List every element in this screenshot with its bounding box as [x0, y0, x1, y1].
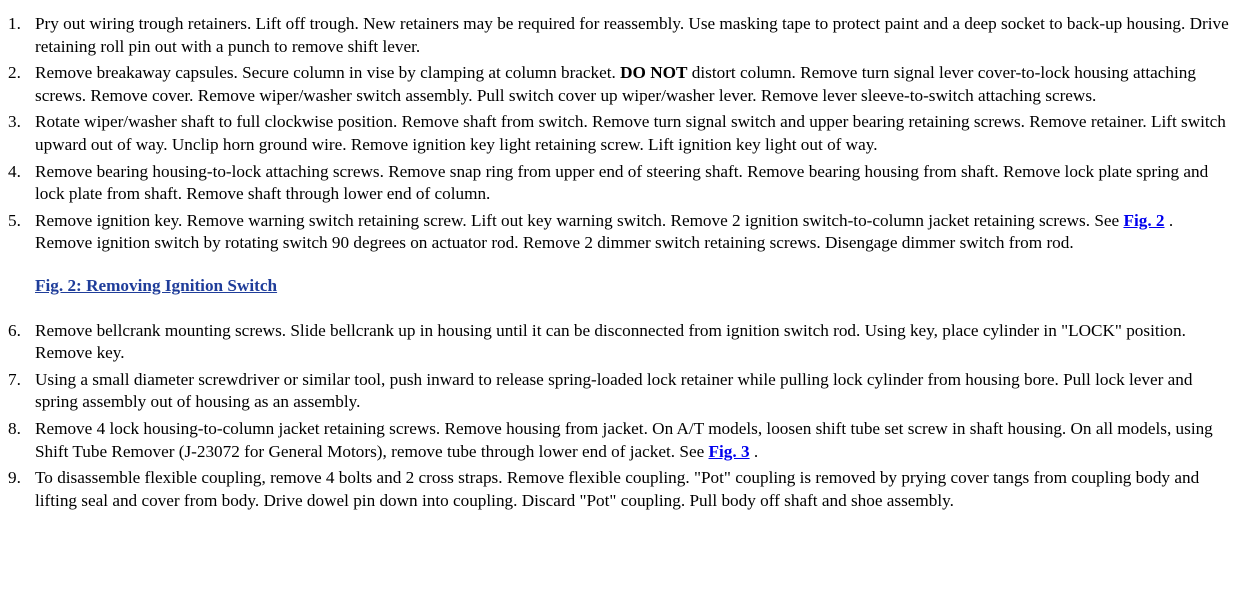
- steps-list-1: [0, 13, 1232, 255]
- step-item: 8. Remove 4 lock housing-to-column jacket retaining screws. Remove housing from jacket. On A/T models, loosen shift tube set screw in shaft housing. On all models, using Shift Tube Remover (J-23072 for General Motors), remove tube through lower end of jacket. See Fig. 3 .: [8, 418, 1213, 461]
- step-item: 2. Remove breakaway capsules. Secure column in vise by clamping at column bracket. DO NOT distort column. Remove turn signal lever cover-to-lock housing attaching screws. Remove cover. Remove wiper/washer switch assembly. Pull switch cover up wiper/washer lever. Remove lever sleeve-to-switch attaching screws.: [8, 63, 1196, 105]
- step-item: 5. Remove ignition key. Remove warning switch retaining screw. Lift out key warning switch. Remove 2 ignition switch-to-column jacket retaining screws. See Fig. 2 . Remove ignition switch by rotating switch 90 degrees on actuator rod. Remove 2 dimmer switch retaining screws. Disengage dimmer switch from rod.: [8, 210, 1174, 253]
- steps-list-2: [0, 320, 1232, 513]
- step-item: 7. Using a small diameter screwdriver or similar tool, push inward to release spring-loaded lock retainer while pulling lock cylinder from housing bore. Pull lock lever and spring assembly out of housing as an assembly.: [8, 369, 1193, 412]
- step-item: 9. To disassemble flexible coupling, remove 4 bolts and 2 cross straps. Remove flexible coupling. "Pot" coupling is removed by prying cover tangs from coupling body and lifting seal and cover from body. Drive dowel pin down into coupling. Discard "Pot" coupling. Pull body off shaft and shoe assembly.: [8, 468, 1200, 510]
- fig-3-link[interactable]: Fig. 3: [708, 441, 750, 461]
- step-item: 1. Pry out wiring trough retainers. Lift off trough. New retainers may be required for reassembly. Use masking tape to protect paint and a deep socket to back-up housing. Drive retaining roll pin out with a punch to remove shift lever.: [8, 14, 1229, 56]
- procedure-document: [0, 13, 1232, 516]
- figure-2-heading-link[interactable]: Fig. 2: Removing Ignition Switch: [35, 275, 278, 295]
- step-item: 3. Rotate wiper/washer shaft to full clockwise position. Remove shaft from switch. Remove turn signal switch and upper bearing retaining screws. Remove retainer. Lift switch upward out of way. Unclip horn ground wire. Remove ignition key light retaining screw. Lift ignition key light out of way.: [8, 112, 1226, 154]
- warning-text: DO NOT: [620, 63, 688, 83]
- step-item: 4. Remove bearing housing-to-lock attaching screws. Remove snap ring from upper end of steering shaft. Remove bearing housing from shaft. Remove lock plate spring and lock plate from shaft. Remove shaft through lower end of column.: [8, 161, 1209, 204]
- step-item: 6. Remove bellcrank mounting screws. Slide bellcrank up in housing until it can be disconnected from ignition switch rod. Using key, place cylinder in "LOCK" position. Remove key.: [8, 320, 1186, 363]
- fig-2-link[interactable]: Fig. 2: [1123, 210, 1165, 230]
